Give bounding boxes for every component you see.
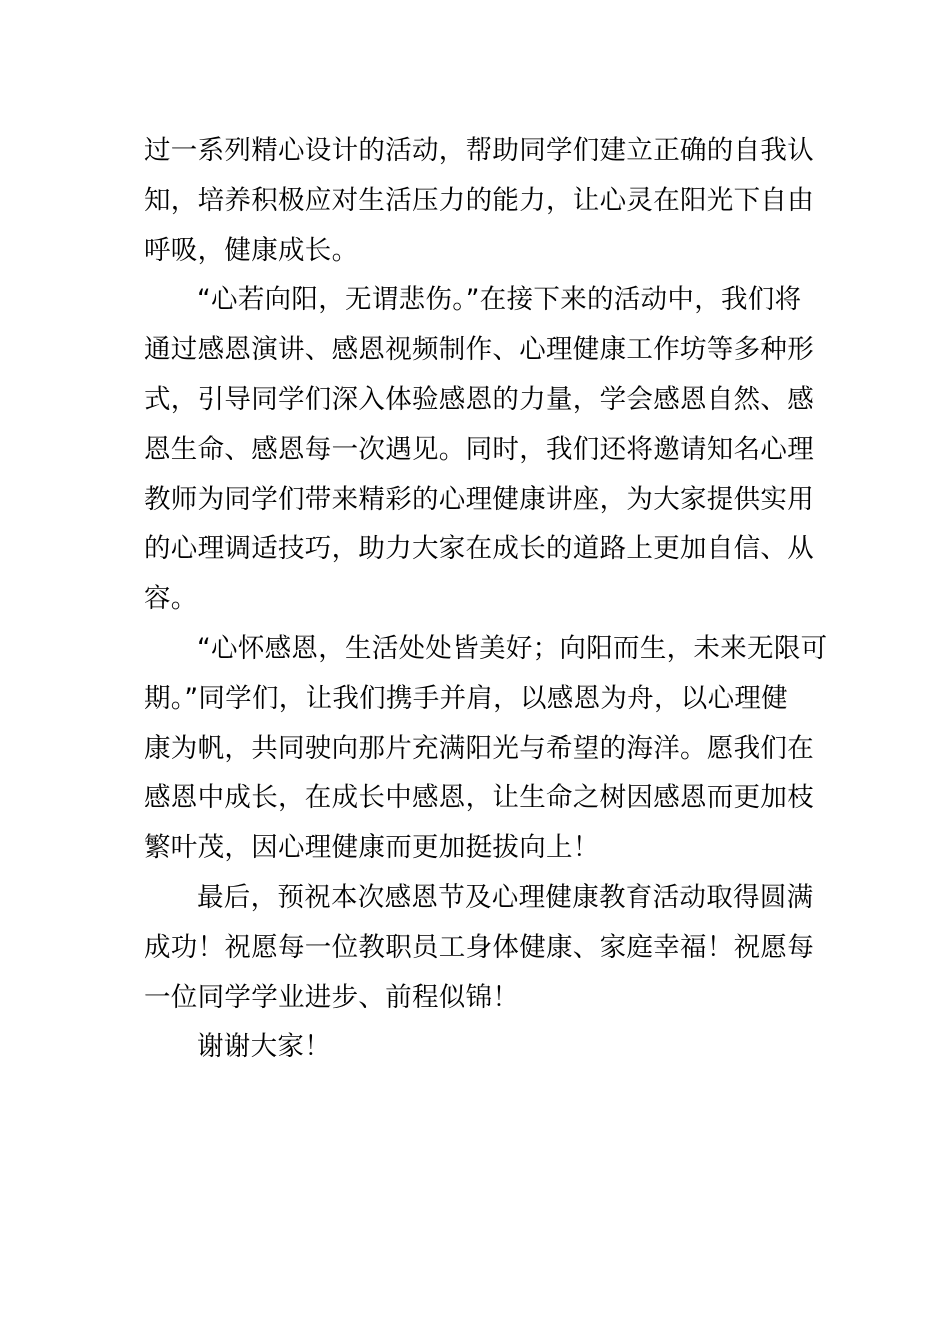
text-line: “心若向阳，无谓悲伤。”在接下来的活动中，我们将 (197, 284, 802, 316)
paragraph-1 (144, 126, 814, 275)
text-line: 一位同学学业进步、前程似锦！ (144, 981, 520, 1013)
text-line: 通过感恩演讲、感恩视频制作、心理健康工作坊等多种形 (144, 334, 814, 366)
text-line: 感恩中成长，在成长中感恩，让生命之树因感恩而更加枝 (144, 782, 814, 814)
document-body (144, 126, 828, 1072)
text-line: 成功！祝愿每一位教职员工身体健康、家庭幸福！祝愿每 (144, 931, 814, 963)
paragraph-3 (144, 624, 828, 873)
text-line: 知，培养积极应对生活压力的能力，让心灵在阳光下自由 (144, 184, 814, 216)
paragraph-4 (144, 873, 814, 1022)
text-line: 谢谢大家！ (197, 1031, 331, 1063)
text-line: 式，引导同学们深入体验感恩的力量，学会感恩自然、感 (144, 383, 814, 415)
text-line: “心怀感恩，生活处处皆美好；向阳而生，未来无限可 (197, 632, 828, 664)
text-line: 过一系列精心设计的活动，帮助同学们建立正确的自我认 (144, 135, 814, 166)
text-line: 康为帆，共同驶向那片充满阳光与希望的海洋。愿我们在 (144, 732, 814, 764)
text-line: 教师为同学们带来精彩的心理健康讲座，为大家提供实用 (144, 483, 814, 515)
text-line: 期。”同学们，让我们携手并肩，以感恩为舟，以心理健 (144, 682, 788, 714)
text-line: 的心理调适技巧，助力大家在成长的道路上更加自信、从 (144, 533, 814, 565)
text-line: 呼吸，健康成长。 (144, 234, 359, 266)
paragraph-5 (144, 1022, 808, 1072)
text-line: 最后，预祝本次感恩节及心理健康教育活动取得圆满 (197, 881, 814, 913)
text-line: 恩生命、感恩每一次遇见。同时，我们还将邀请知名心理 (144, 433, 814, 465)
text-line: 容。 (144, 583, 198, 615)
text-line: 繁叶茂，因心理健康而更加挺拔向上！ (144, 832, 600, 864)
paragraph-2 (144, 275, 814, 624)
